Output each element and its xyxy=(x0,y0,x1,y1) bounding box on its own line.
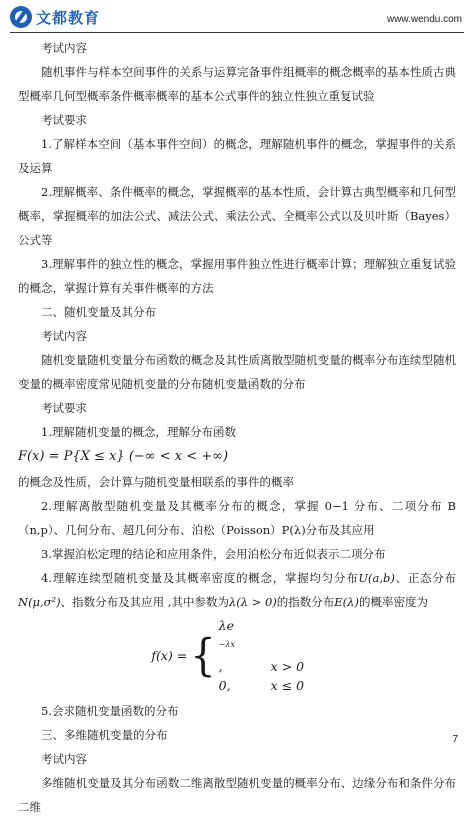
paragraph: 2.理解概率、条件概率的概念，掌握概率的基本性质，会计算古典型概率和几何型概率，掌握概率的加法公式、减法公式、乘法公式、全概率公式以及贝叶斯（Bayes）公式等 xyxy=(18,185,456,247)
case-exponent: −λx xyxy=(218,640,235,649)
section-heading: 考试要求 xyxy=(41,113,87,127)
section-heading: 考试要求 xyxy=(41,401,87,415)
case-value: 0, xyxy=(218,678,231,694)
header-divider xyxy=(10,32,464,33)
page-number: 7 xyxy=(452,734,458,745)
text-run: 4.理解连续型随机变量及其概率密度的概念，掌握均匀分布 xyxy=(41,571,359,585)
case-comma: , xyxy=(218,659,223,675)
text-run: 的概率密度为 xyxy=(358,595,428,609)
formula-cases xyxy=(219,616,323,695)
chapter-heading: 二、随机变量及其分布 xyxy=(41,305,156,319)
wendu-logo-icon xyxy=(10,6,32,28)
case-condition: x ≤ 0 xyxy=(270,678,305,694)
paragraph: 随机变量随机变量分布函数的概念及其性质离散型随机变量的概率分布连续型随机变量的概率密度常见随机变量的分布随机变量函数的分布 xyxy=(18,353,456,391)
paragraph xyxy=(18,566,456,614)
section-heading: 考试内容 xyxy=(41,41,87,55)
paragraph: 5.会求随机变量函数的分布 xyxy=(41,704,179,719)
paragraph: 多维随机变量及其分布函数二维离散型随机变量的概率分布、边缘分布和条件分布二维 xyxy=(18,776,456,815)
case-expr: λe xyxy=(218,618,234,633)
case-value xyxy=(219,616,271,676)
site-url: www.wendu.com xyxy=(386,14,462,25)
case-row xyxy=(219,676,323,695)
lambda-param: λ(λ > 0) xyxy=(228,595,277,609)
paragraph: 1.了解样本空间（基本事件空间）的概念，理解随机事件的概念，掌握事件的关系及运算 xyxy=(18,137,456,175)
uniform-dist-notation: U(a,b) xyxy=(358,571,395,585)
left-brace: { xyxy=(190,630,216,681)
section-heading: 考试内容 xyxy=(41,752,87,767)
case-condition: x > 0 xyxy=(270,659,305,675)
formula-lhs: f(x) = xyxy=(151,647,188,663)
text-run: 、指数分布及其应用 ,其中参数为 xyxy=(60,595,229,609)
paragraph: 3.掌握泊松定理的结论和应用条件，会用泊松分布近似表示二项分布 xyxy=(41,547,386,561)
exponential-dist-notation: E(λ) xyxy=(334,595,359,609)
paragraph: 2.理解离散型随机变量及其概率分布的概念，掌握 0−1 分布、二项分布 B（n,p）、几何分布、超几何分布、泊松（Poisson）P(λ)分布及其应用 xyxy=(18,499,456,537)
distribution-function-formula: F(x) = P{X ≤ x} (−∞ < x < +∞) xyxy=(18,449,229,464)
logo-text: 文都教育 xyxy=(36,8,101,27)
section-heading: 考试内容 xyxy=(41,329,87,343)
text-run: 的指数分布 xyxy=(276,595,335,609)
exponential-density-formula xyxy=(18,616,456,695)
page-header xyxy=(0,0,474,34)
document-body xyxy=(18,36,456,819)
case-row xyxy=(219,616,323,676)
text-run: 、正态分布 xyxy=(394,571,456,585)
normal-dist-notation: N(μ,σ²) xyxy=(18,595,61,609)
wendu-logo xyxy=(10,6,100,28)
paragraph: 3.理解事件的独立性的概念，掌握用事件独立性进行概率计算；理解独立重复试验的概念，掌握计算有关事件概率的方法 xyxy=(18,257,456,295)
paragraph: 的概念及性质，会计算与随机变量相联系的事件的概率 xyxy=(18,475,294,489)
paragraph: 1.理解随机变量的概念，理解分布函数 xyxy=(41,425,236,439)
chapter-heading: 三、多维随机变量的分布 xyxy=(41,728,168,743)
paragraph: 随机事件与样本空间事件的关系与运算完备事件组概率的概念概率的基本性质古典型概率几何型概率条件概率概率的基本公式事件的独立性独立重复试验 xyxy=(18,65,456,103)
